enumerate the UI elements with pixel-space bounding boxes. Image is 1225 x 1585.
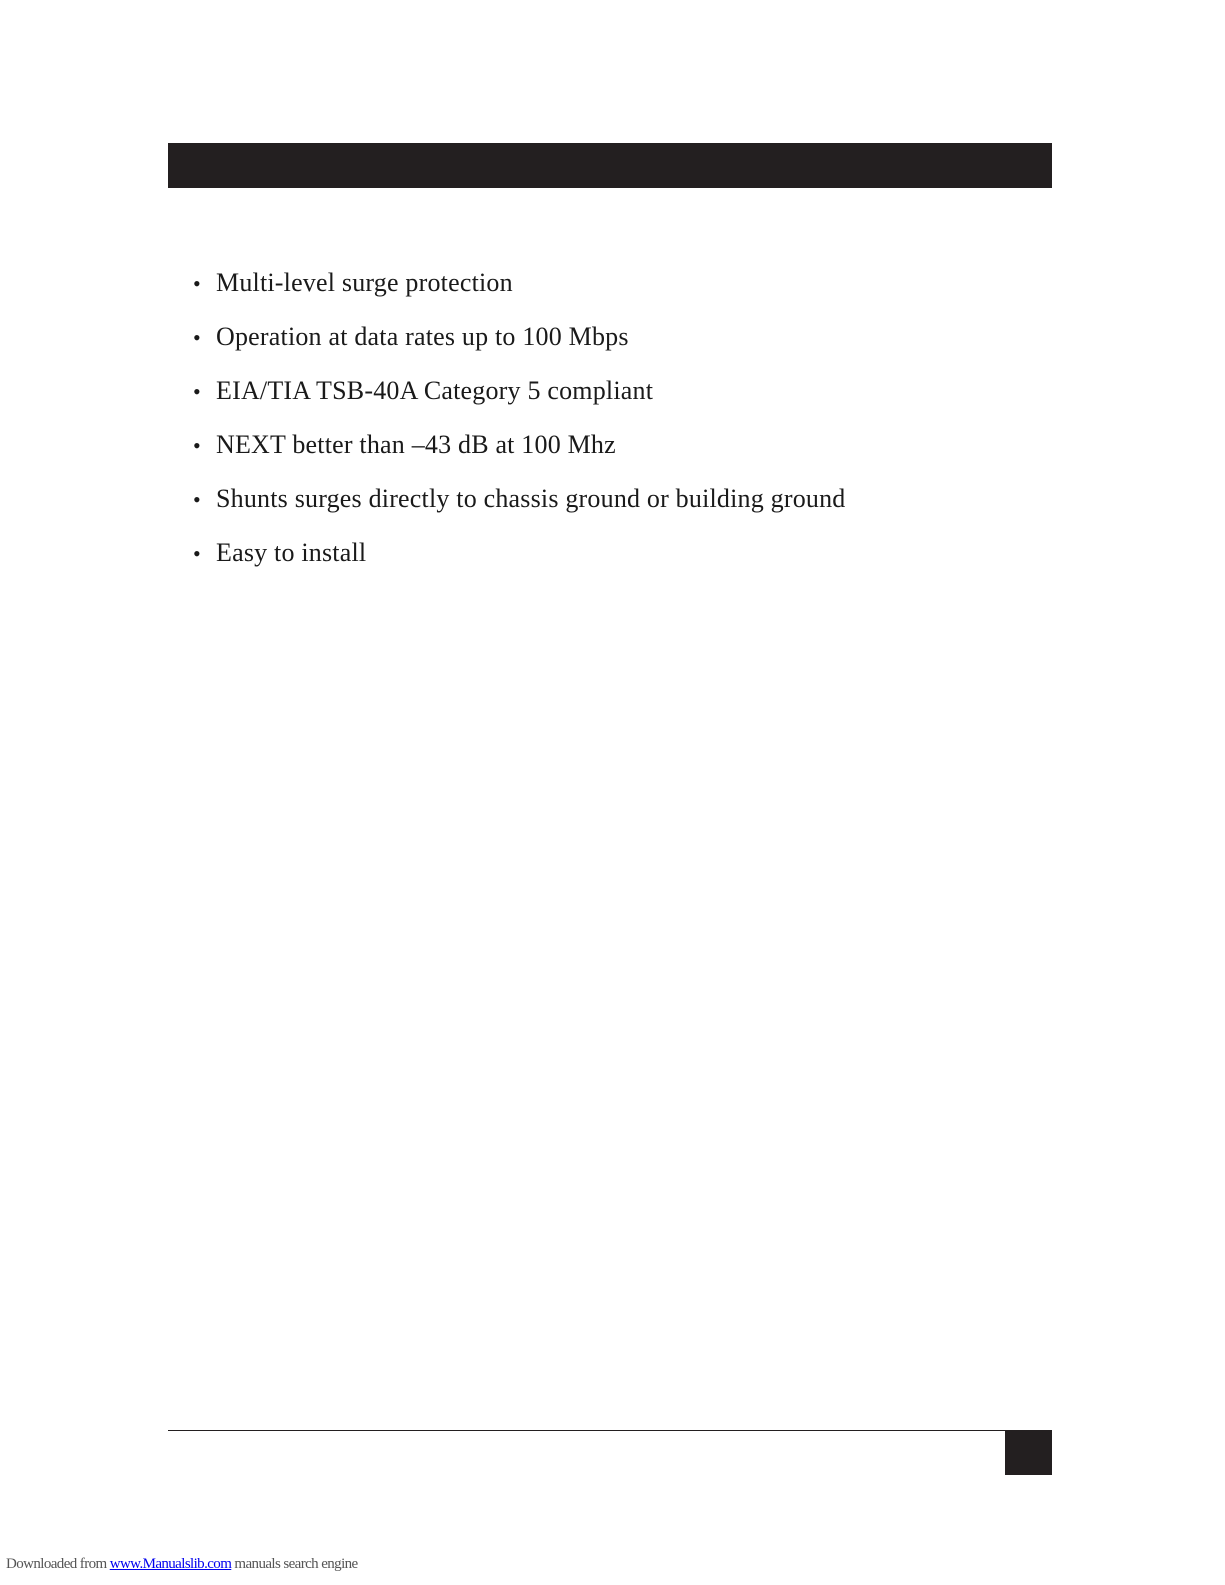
download-note-prefix: Downloaded from [6, 1556, 110, 1572]
header-bar [168, 143, 1052, 188]
bullet: • [193, 487, 201, 512]
bullet: • [193, 271, 201, 296]
list-item [193, 538, 846, 592]
list-item [193, 430, 846, 484]
list-item [193, 376, 846, 430]
list-item [193, 322, 846, 376]
feature-text: NEXT better than –43 dB at 100 Mhz [216, 430, 616, 459]
feature-text: Shunts surges directly to chassis ground or building ground [216, 484, 846, 513]
download-note-suffix: manuals search engine [231, 1556, 358, 1572]
bullet: • [193, 433, 201, 458]
list-item [193, 484, 846, 538]
footer-rule [168, 1430, 1005, 1431]
feature-text: EIA/TIA TSB-40A Category 5 compliant [216, 376, 654, 405]
page-number-tab [1005, 1430, 1052, 1475]
bullet: • [193, 325, 201, 350]
feature-text: Operation at data rates up to 100 Mbps [216, 322, 629, 351]
list-item [193, 268, 846, 322]
bullet: • [193, 379, 201, 404]
download-note [6, 1556, 358, 1573]
feature-list [193, 268, 846, 592]
feature-text: Easy to install [216, 538, 367, 567]
manualslib-link[interactable]: www.Manualslib.com [109, 1556, 232, 1572]
feature-text: Multi-level surge protection [216, 268, 513, 297]
bullet: • [193, 541, 201, 566]
